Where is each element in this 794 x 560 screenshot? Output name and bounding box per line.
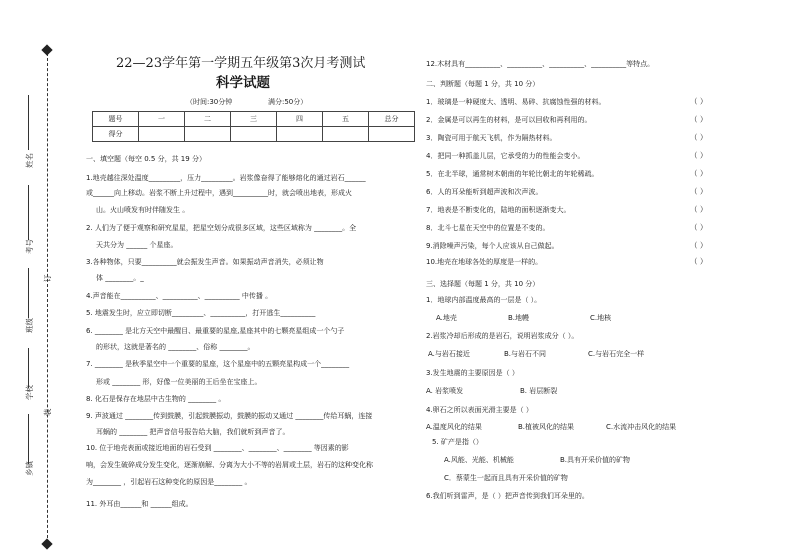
choice-option[interactable]: A. 岩浆喷发: [426, 387, 464, 395]
part1-line: 响，会发生破碎成分发生变化，逐渐崩解、分离为大小不等的岩屑或土层，岩石的这种变化称: [86, 461, 373, 469]
part3-heading: 三、选择题（每题 1 分，共 10 分）: [426, 280, 540, 288]
judge-item: 3．陶瓷可用于航天飞机，作为隔热材料。: [426, 134, 557, 142]
choice-option[interactable]: A.风能、光能、机械能: [444, 456, 514, 464]
judge-item: 1．玻璃是一种硬度大、透明、易碎、抗腐蚀性强的材料。: [426, 98, 606, 106]
choice-option[interactable]: C.水流冲击风化的结果: [606, 423, 677, 431]
judge-item: 9.消除噪声污染，每个人应该从自己做起。: [426, 242, 559, 250]
answer-paren[interactable]: （ ）: [690, 115, 708, 124]
answer-paren[interactable]: （ ）: [690, 257, 708, 266]
choice-option[interactable]: B.地幔: [508, 314, 530, 322]
choice-option[interactable]: C.地核: [590, 314, 612, 322]
choice-option[interactable]: A.温度风化的结果: [426, 423, 482, 431]
margin-class-line: [28, 268, 29, 318]
choice-question: 3.发生地震的主要原因是（ ）: [426, 369, 519, 377]
score-header: 一: [139, 112, 185, 127]
score-table: [92, 111, 415, 142]
margin-school-label: 学校: [25, 385, 34, 400]
score-cell[interactable]: [185, 127, 231, 142]
choice-question: 5. 矿产是指（）: [432, 438, 483, 446]
part1-line: 6. ________ 是北方天空中最醒目、最重要的星座,星座其中的七颗亮星组成一个勺子: [86, 327, 345, 335]
exam-title: 22—23学年第一学期五年级第3次月考测试: [116, 56, 366, 71]
score-row-label: 得分: [93, 127, 139, 142]
part1-line: 形或 ________ 形，好像一位美丽的王后坐在宝座上。: [96, 378, 262, 386]
choice-option[interactable]: B.植被风化的结果: [518, 423, 575, 431]
part1-heading: 一、填空题（每空 0.5 分，共 19 分）: [86, 155, 206, 163]
margin-class-label: 班级: [25, 318, 34, 333]
part2-heading: 二、判断题（每题 1 分，共 10 分）: [426, 80, 540, 88]
time-info: （时间:30分钟: [186, 98, 233, 106]
margin-school-line: [28, 348, 29, 388]
part1-line: 5. 地震发生时，应立即切断_________、__________，打开逃生__________: [86, 309, 316, 317]
margin-name-label: 姓名: [25, 153, 34, 168]
answer-paren[interactable]: （ ）: [690, 169, 708, 178]
exam-subject: 科学试题: [216, 75, 270, 91]
margin-town-label: 乡镇: [25, 461, 34, 476]
answer-paren[interactable]: （ ）: [690, 223, 708, 232]
part1-line: 4.声音能在__________、__________、__________ 中传播 。: [86, 292, 273, 300]
part1-line: 山。火山喷发有时伴随发生 。: [96, 206, 190, 214]
part1-line: 7. ________ 是秋季星空中一个重要的星座，这个星座中的五颗亮星构成一个________: [86, 360, 350, 368]
part1-line: 2. 人们为了便于观察和研究星星，把星空划分成很多区域，这些区域称为 ________。全: [86, 224, 357, 232]
judge-item: 2．金属是可以再生的材料，是可以回收和再利用的。: [426, 116, 592, 124]
choice-option[interactable]: B.与岩石不同: [504, 350, 547, 358]
part1-line: 为________ ，引起岩石这种变化的原因是________ 。: [86, 478, 252, 486]
margin-id-label: 考号: [25, 239, 34, 254]
score-header: 三: [231, 112, 277, 127]
choice-option[interactable]: C.与岩石完全一样: [588, 350, 645, 358]
score-info: 满分:50分）: [268, 98, 308, 106]
score-header: 四: [277, 112, 323, 127]
answer-paren[interactable]: （ ）: [690, 205, 708, 214]
score-cell[interactable]: [277, 127, 323, 142]
choice-question: 1．地球内部温度最高的一层是（ ）。: [426, 296, 542, 304]
part1-line: 1.地壳越往深处温度_________，压力_________。岩浆像奋得了能够熔化的通过岩石______: [86, 174, 366, 182]
choice-option[interactable]: A.地壳: [436, 314, 457, 322]
score-header: 总分: [369, 112, 415, 127]
part1-line: 3.各种物体，只要__________就会振发生声音。如果振动声音消失，必须让物: [86, 258, 324, 266]
score-header: 题号: [93, 112, 139, 127]
judge-item: 6．人的耳朵能听到超声波和次声波。: [426, 188, 543, 196]
part1-line: 10. 位于地壳表面或接近地面的岩石受到 ________、________、________ 等因素的影: [86, 444, 349, 452]
choice-option[interactable]: B.具有开采价值的矿物: [560, 456, 631, 464]
margin-id-line: [28, 185, 29, 240]
part1-line: 11. 外耳由______和 ______组成。: [86, 500, 193, 508]
score-header: 五: [323, 112, 369, 127]
choice-question: 2.岩浆冷却后形成的是岩石，说明岩浆成分（ ）。: [426, 332, 579, 340]
answer-paren[interactable]: （ ）: [690, 151, 708, 160]
part1-line: 8. 化石是保存在地层中古生物的 ________ 。: [86, 395, 226, 403]
choice-option[interactable]: C．蔡蒙生一起而且具有开采价值的矿物: [444, 474, 568, 482]
binding-dot: [41, 44, 52, 55]
judge-item: 7．地表是不断变化的，陆地的面积逐渐变大。: [426, 206, 571, 214]
answer-paren[interactable]: （ ）: [690, 187, 708, 196]
part1-line: 9. 声波通过 ________传到鼓膜，引起鼓膜振动，鼓膜的振动又通过 ________传给耳蜗，连接: [86, 412, 373, 420]
part1-line: 耳蜗的 ________ 把声音信号报告给大脑，我们就听到声音了。: [96, 428, 290, 436]
margin-name-line: [28, 95, 29, 150]
score-cell[interactable]: [323, 127, 369, 142]
binding-dot: [41, 538, 52, 549]
choice-option[interactable]: B. 岩层断裂: [520, 387, 558, 395]
score-cell[interactable]: [231, 127, 277, 142]
q12-line: 12.木材具有__________、__________、__________、__________等特点。: [426, 60, 655, 68]
answer-paren[interactable]: （ ）: [690, 133, 708, 142]
choice-option[interactable]: A.与岩石接近: [428, 350, 470, 358]
score-header: 二: [185, 112, 231, 127]
judge-item: 4．把同一种抓盖儿层，它承受的力的性能会变小。: [426, 152, 585, 160]
margin-town-line: [28, 414, 29, 464]
margin-ding-label: 订: [43, 274, 52, 282]
judge-item: 8．北斗七星在天空中的位置是不变的。: [426, 224, 550, 232]
judge-item: 10.地壳在地球各处的厚度是一样的。: [426, 258, 543, 266]
choice-question: 6.我们听到雷声，是（ ）把声音传到我们耳朵里的。: [426, 492, 589, 500]
score-cell[interactable]: [369, 127, 415, 142]
choice-question: 4.卵石之所以表面光滑主要是（ ）: [426, 406, 533, 414]
part1-line: 或______向上移动。岩浆不断上升过程中，遇到__________时，就会喷出地表，形成火: [86, 189, 352, 197]
answer-paren[interactable]: （ ）: [690, 97, 708, 106]
score-cell[interactable]: [139, 127, 185, 142]
part1-line: 的形状，这就是著名的 ________、俗称 ________。: [96, 343, 255, 351]
binding-line: [47, 48, 48, 548]
part1-line: 天共分为 ______ 个星座。: [96, 241, 178, 249]
answer-paren[interactable]: （ ）: [690, 241, 708, 250]
margin-zhuang-label: 装: [43, 408, 52, 416]
judge-item: 5．在北半球，通常树木朝南的年轮比朝北的年轮稀疏。: [426, 170, 599, 178]
part1-line: 体 ________。_: [96, 274, 144, 282]
